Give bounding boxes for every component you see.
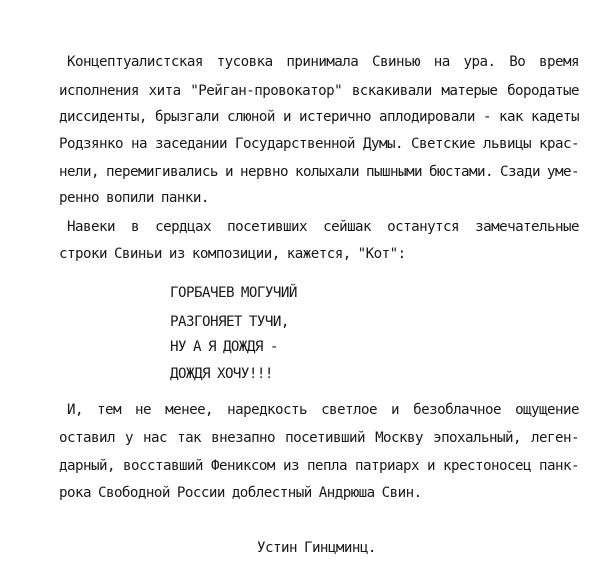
text-line: строки Свиньи из композиции, кажется, "Кот": [59,246,406,262]
poem-line: РАЗГОНЯЕТ ТУЧИ, [170,314,289,330]
text-line: ренно вопили панки. [59,190,209,206]
poem-line: ГОРБАЧЕВ МОГУЧИЙ [170,285,297,301]
text-line: Родзянко на заседании Государственной Думы. Светские львицы крас- [59,136,579,152]
text-line: дарный, восставший Фениксом из пепла патриарх и крестоносец панк- [59,458,579,474]
text-line: рока Свободной России доблестный Андрюша Свин. [59,485,422,501]
poem-line: НУ А Я ДОЖДЯ - [170,339,278,355]
text-line: исполнения хита "Рейган-провокатор" вскакивали матерые бородатые [59,83,579,99]
text-line: диссиденты, брызгали слюной и истерично аплодировали - как кадеты [59,109,579,125]
text-line: нели, перемигивались и нервно колыхали пышными бюстами. Сзади уме- [59,164,579,180]
text-line: Навеки в сердцах посетивших сейшак останутся замечательные [67,219,579,235]
text-line: оставил у нас так внезапно посетивший Москву эпохальный, леген- [59,430,579,446]
poem-line: ДОЖДЯ ХОЧУ!!! [170,366,273,382]
text-line: И, тем не менее, наредкость светлое и безоблачное ощущение [67,402,579,418]
text-line: Концептуалистская тусовка принимала Свинью на ура. Во время [67,54,579,70]
author-signature: Устин Гинцминц. [257,540,376,556]
